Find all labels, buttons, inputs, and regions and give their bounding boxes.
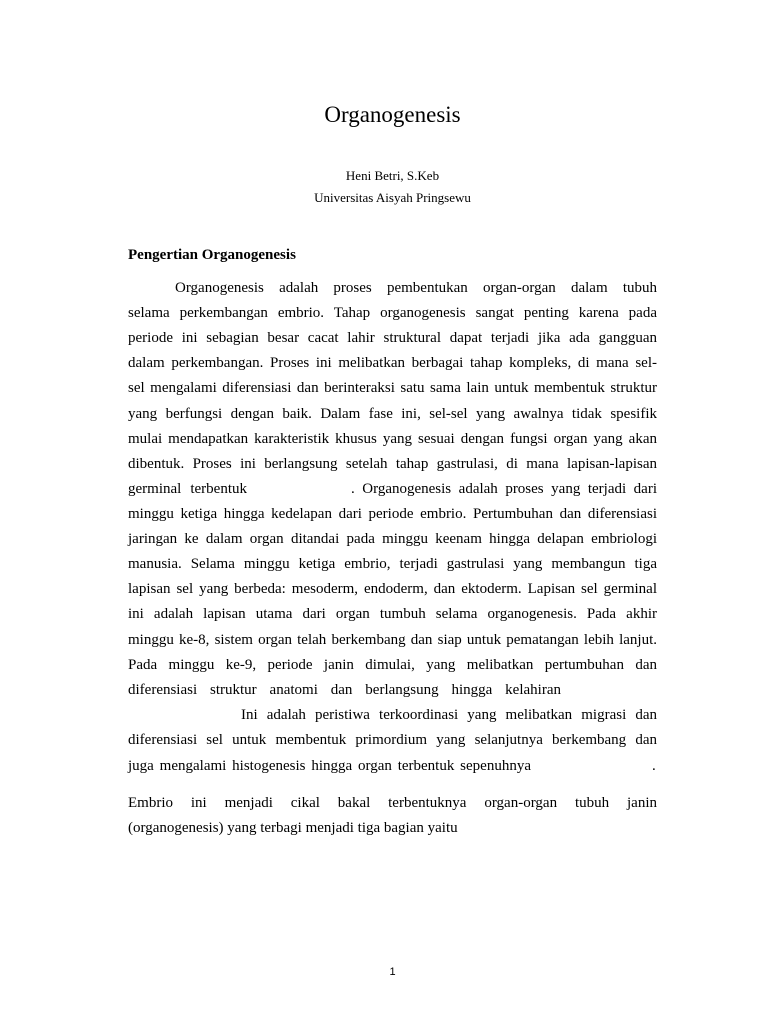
paragraph-line: diferensiasi sel untuk membentuk primordium yang selanjutnya berkembang dan	[128, 732, 657, 748]
paragraph-line: minggu ke-8, sistem organ telah berkembang dan siap untuk pematangan lebih lanjut.	[128, 632, 657, 648]
paragraph-line: lapisan sel yang berbeda: mesoderm, endoderm, dan ektoderm. Lapisan sel germinal	[128, 581, 657, 597]
paragraph-line: yang berfungsi dengan baik. Dalam fase ini, sel-sel yang awalnya tidak spesifik	[128, 406, 657, 422]
paragraph-line-segment: germinal terbentuk	[128, 481, 247, 497]
paragraph-line: Pada minggu ke-9, periode janin dimulai, yang melibatkan pertumbuhan dan	[128, 657, 657, 673]
paragraph-line: ini adalah lapisan utama dari organ tumbuh selama organogenesis. Pada akhir	[128, 606, 657, 622]
paragraph-line: dibentuk. Proses ini berlangsung setelah tahap gastrulasi, di mana lapisan-lapisan	[128, 456, 657, 472]
paragraph-line: manusia. Selama minggu ketiga embrio, terjadi gastrulasi yang membangun tiga	[128, 556, 657, 572]
author-name: Heni Betri, S.Keb	[345, 168, 440, 183]
paragraph-line: (organogenesis) yang terbagi menjadi tiga bagian yaitu	[128, 820, 458, 836]
paragraph-line: Embrio ini menjadi cikal bakal terbentuknya organ-organ tubuh janin	[128, 795, 657, 811]
author-affiliation: Universitas Aisyah Pringsewu	[314, 190, 471, 205]
paragraph-line: sel mengalami diferensiasi dan berinteraksi satu sama lain untuk membentuk struktur	[128, 380, 657, 396]
paragraph-line-segment: .	[652, 758, 656, 774]
paragraph-line: dalam perkembangan. Proses ini melibatkan berbagai tahap kompleks, di mana sel-	[128, 355, 657, 371]
paragraph-line: minggu ketiga hingga kedelapan dari periode embrio. Pertumbuhan dan diferensiasi	[128, 506, 657, 522]
paragraph-line: Ini adalah peristiwa terkoordinasi yang melibatkan migrasi dan	[241, 707, 657, 723]
section-heading: Pengertian Organogenesis	[128, 247, 296, 263]
paragraph-line-segment: juga mengalami histogenesis hingga organ terbentuk sepenuhnya	[128, 758, 531, 774]
paragraph-line: mulai mendapatkan karakteristik khusus yang sesuai dengan fungsi organ yang akan	[128, 431, 657, 447]
page-number: 1	[389, 966, 396, 978]
paragraph-line: jaringan ke dalam organ ditandai pada minggu keenam hingga delapan embriologi	[128, 531, 657, 547]
paragraph-line: selama perkembangan embrio. Tahap organogenesis sangat penting karena pada	[128, 305, 657, 321]
paragraph-line-segment: . Organogenesis adalah proses yang terjadi dari	[351, 481, 657, 497]
paragraph-line: periode ini sebagian besar cacat lahir struktural dapat terjadi jika ada gangguan	[128, 330, 657, 346]
paragraph-line: diferensiasi struktur anatomi dan berlangsung hingga kelahiran	[128, 682, 561, 698]
paragraph-line: Organogenesis adalah proses pembentukan organ-organ dalam tubuh	[175, 280, 657, 296]
document-title: Organogenesis	[324, 102, 461, 127]
